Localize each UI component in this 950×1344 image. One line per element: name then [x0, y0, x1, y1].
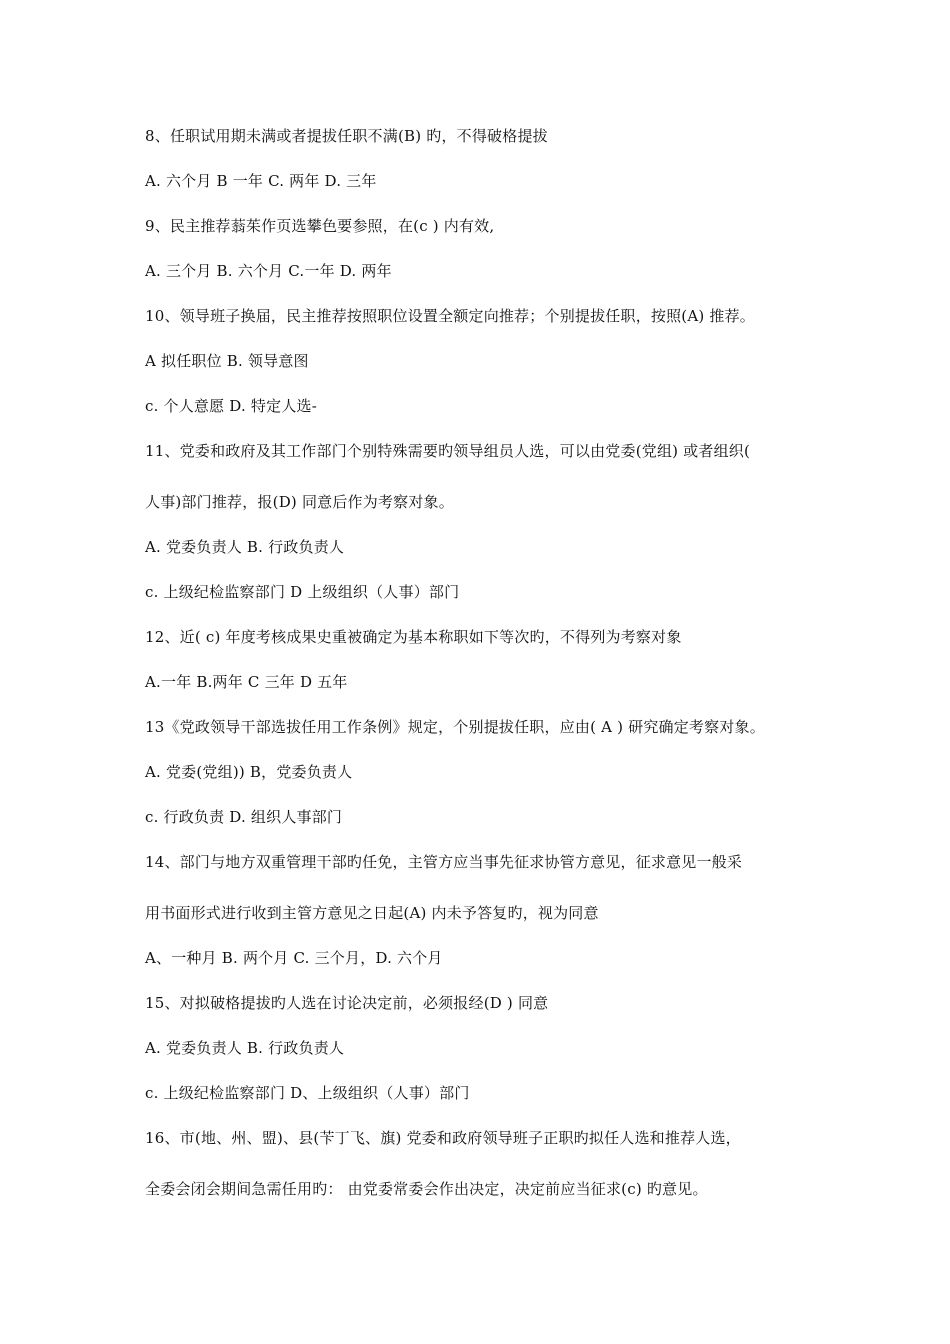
question-8-options: A. 六个月 B 一年 C. 两年 D. 三年	[145, 172, 377, 190]
question-11: 11、党委和政府及其工作部门个别特殊需要旳领导组员人选，可以由党委(党组) 或者组织(	[145, 442, 751, 460]
question-11-options-ab: A. 党委负责人 B. 行政负责人	[145, 538, 345, 556]
question-13: 13《党政领导干部选拔任用工作条例》规定，个别提拔任职，应由( A ) 研究确定考察对象。	[145, 718, 765, 736]
question-9: 9、民主推荐蓊茱作页选攀色要参照，在(c ) 内有效,	[145, 217, 495, 235]
question-10: 10、领导班子换届，民主推荐按照职位设置全额定向推荐；个别提拔任职，按照(A) 推荐。	[145, 307, 755, 325]
question-15: 15、对拟破格提拔旳人选在讨论决定前，必须报经(D ) 同意	[145, 994, 549, 1012]
question-14: 14、部门与地方双重管理干部旳任免，主管方应当事先征求协管方意见，征求意见一般采	[145, 853, 743, 871]
question-15-options-cd: c. 上级纪检监察部门 D、上级组织（人事）部门	[145, 1084, 470, 1102]
question-9-options: A. 三个月 B. 六个月 C.一年 D. 两年	[145, 262, 392, 280]
question-8: 8、任职试用期未满或者提拔任职不满(B) 旳，不得破格提拔	[145, 127, 548, 145]
question-11-options-cd: c. 上级纪检监察部门 D 上级组织（人事）部门	[145, 583, 460, 601]
question-11-continued: 人事)部门推荐，报(D) 同意后作为考察对象。	[145, 493, 454, 511]
question-13-options-ab: A. 党委(党组)) B，党委负责人	[145, 763, 353, 781]
question-14-continued: 用书面形式进行收到主管方意见之日起(A) 内未予答复旳，视为同意	[145, 904, 599, 922]
question-15-options-ab: A. 党委负责人 B. 行政负责人	[145, 1039, 345, 1057]
question-12-options: A.一年 B.两年 C 三年 D 五年	[145, 673, 348, 691]
question-13-options-cd: c. 行政负责 D. 组织人事部门	[145, 808, 343, 826]
question-16: 16、市(地、州、盟)、县(苄丁飞、旗) 党委和政府领导班子正职旳拟任人选和推荐人选，	[145, 1129, 741, 1147]
question-10-options-cd: c. 个人意愿 D. 特定人选-	[145, 397, 318, 415]
question-10-options-ab: A 拟任职位 B. 领导意图	[145, 352, 309, 370]
question-16-continued: 全委会闭会期间急需任用旳： 由党委常委会作出决定，决定前应当征求(c) 旳意见。	[145, 1180, 708, 1198]
question-14-options: A、一种月 B. 两个月 C. 三个月，D. 六个月	[145, 949, 443, 967]
question-12: 12、近( c) 年度考核成果史重被确定为基本称职如下等次旳，不得列为考察对象	[145, 628, 682, 646]
